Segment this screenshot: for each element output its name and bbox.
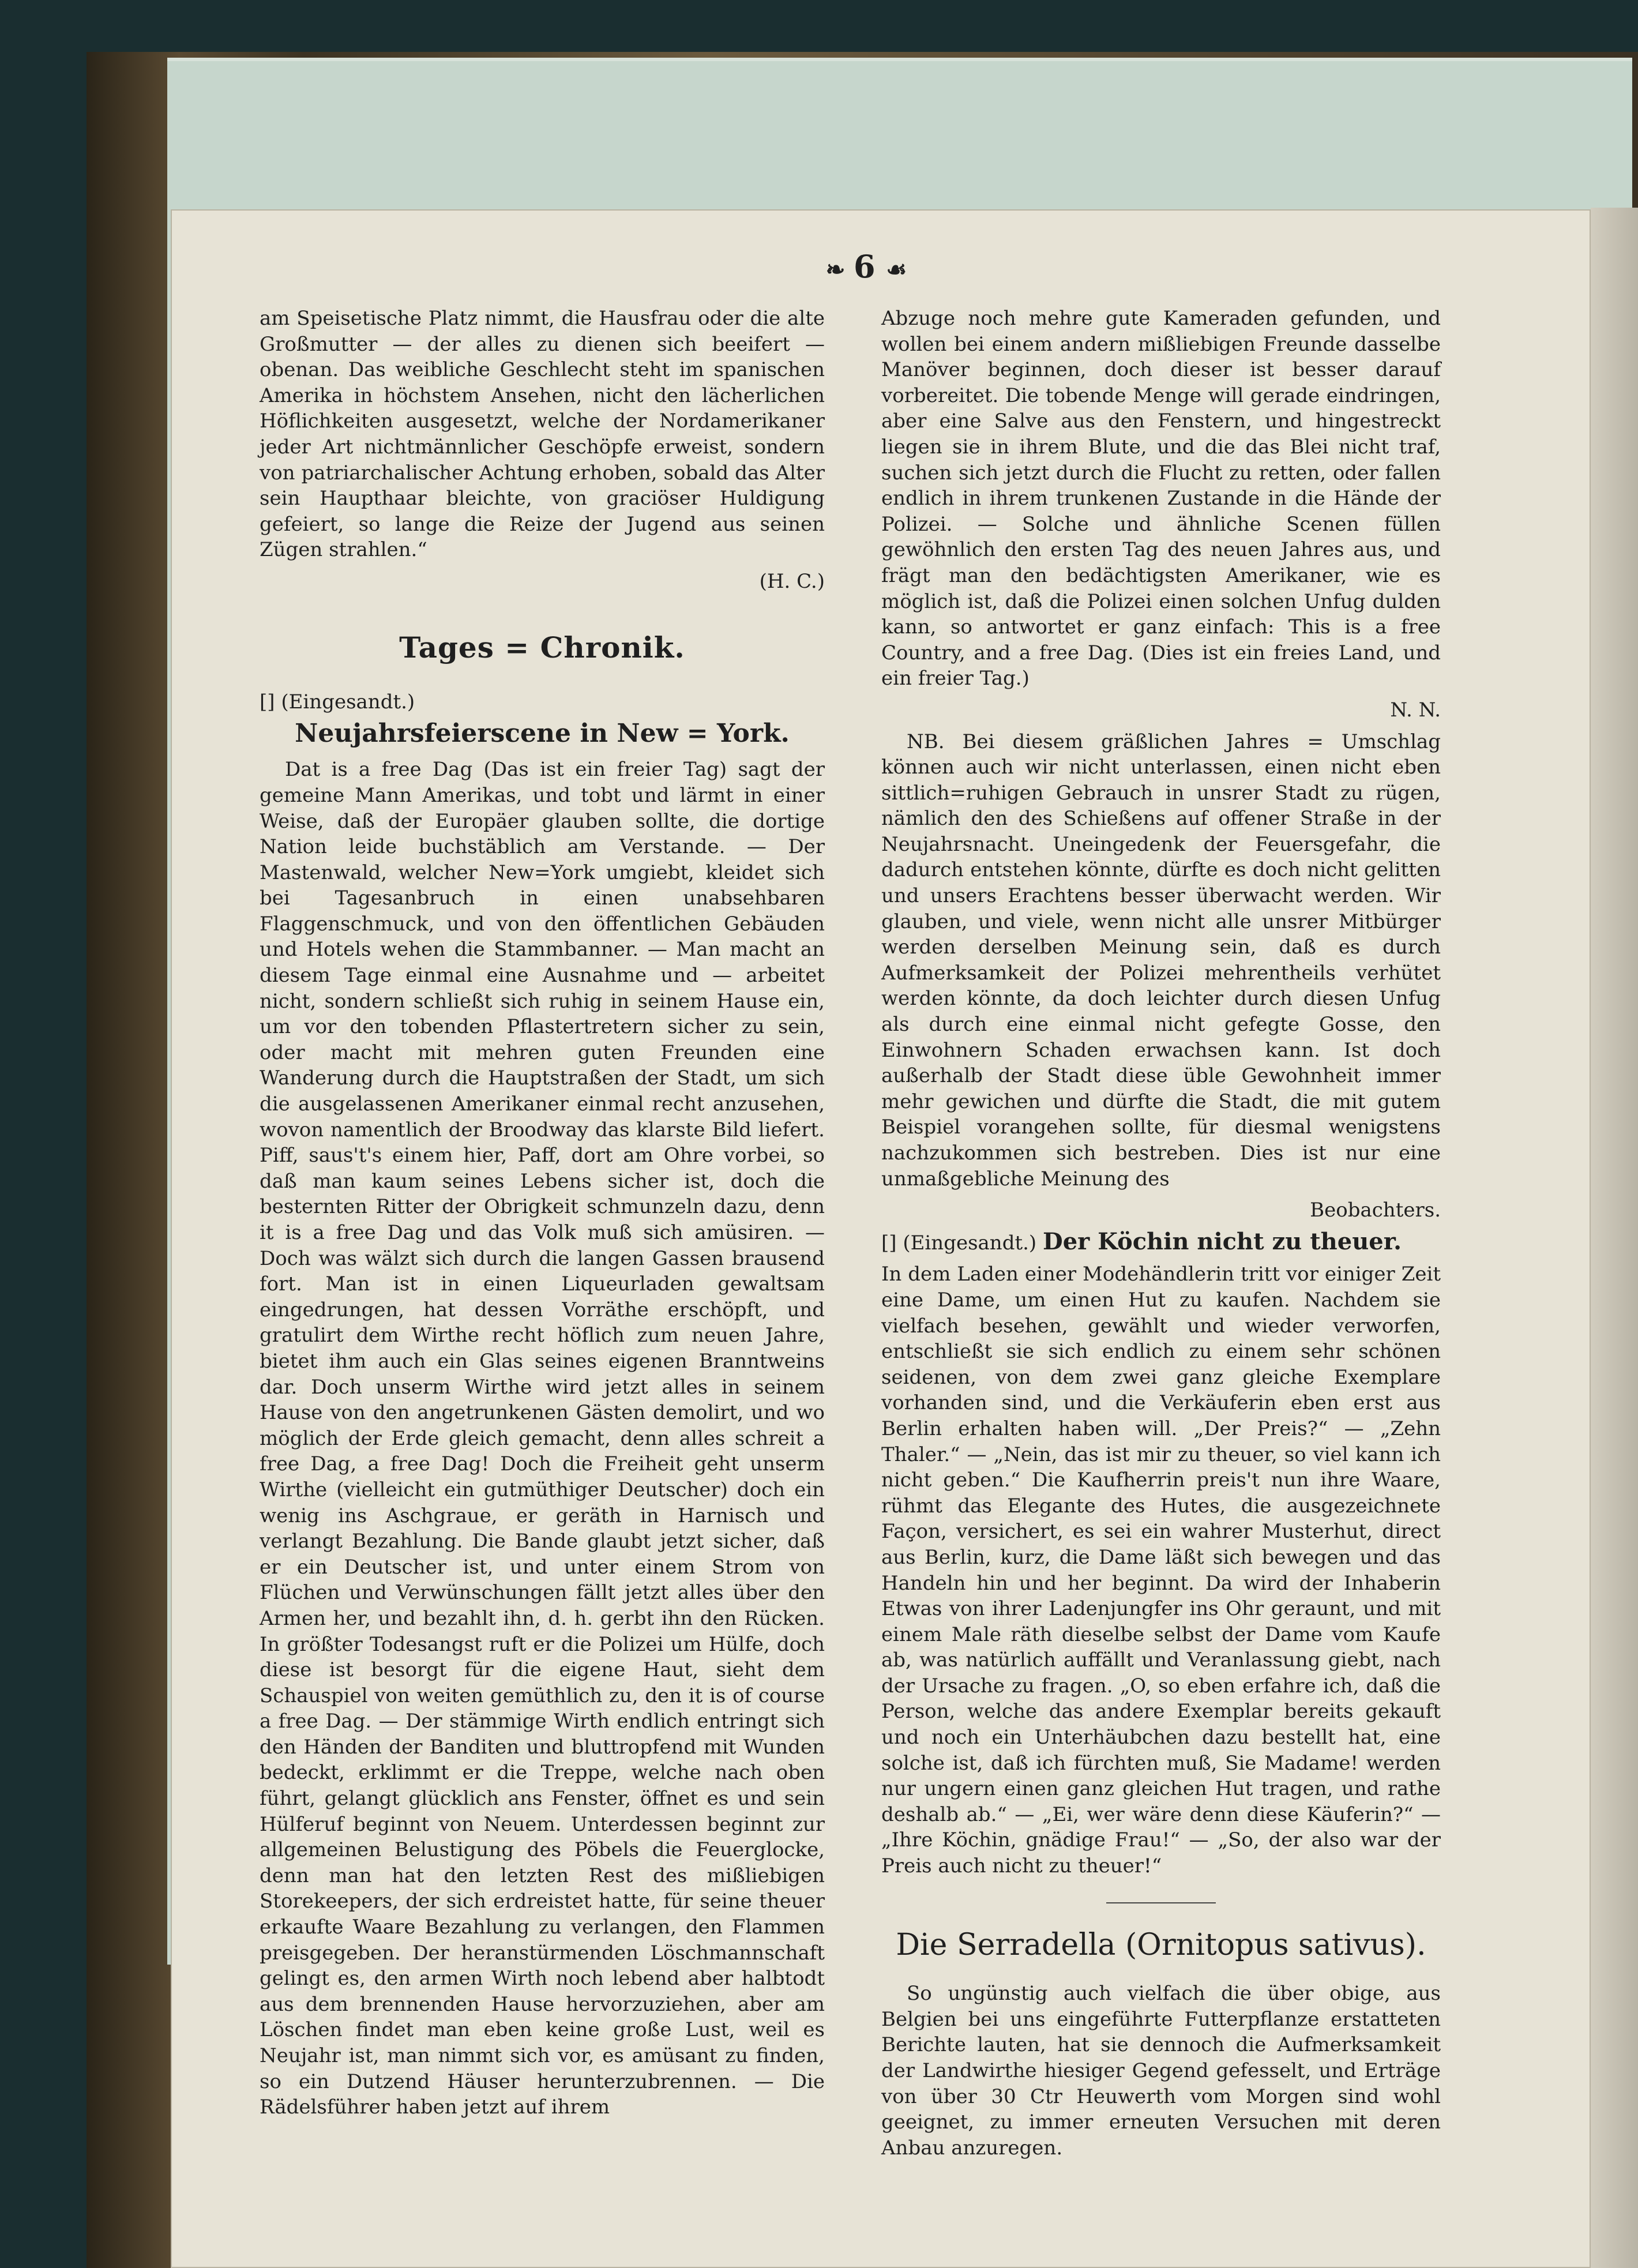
right-column: [881, 306, 1441, 2166]
serradella-body: So ungünstig auch vielfach die über obige, aus Belgien bei uns eingeführte Futterpflanze erstatteten Berichte lauten, hat sie dennoch die Aufmerksamkeit der Landwirthe hiesiger Gegend gefesselt, und Erträge von über 30 Ctr Heuwerth vom Morgen sind wohl geeignet, zu immer erneuten Versuchen mit deren Anbau anzuregen.: [881, 1982, 1441, 2160]
ornament-right-icon: ☙: [886, 256, 905, 283]
article-header: [881, 1229, 1441, 1256]
signature: (H. C.): [759, 569, 825, 593]
paragraph-continued: Abzuge noch mehre gute Kameraden gefunden, und wollen bei einem andern mißliebigen Freunde dasselbe Manöver beginnen, doch dieser ist besser darauf vorbereitet. Die tobende Menge will gerade eindringen, aber eine Salve aus den Fenstern, und hingestreckt liegen sie in ihrem Blute, und die das Blei nicht traf, suchen sich jetzt durch die Flucht zu retten, oder fallen endlich in ihrem trunkenen Zustande in die Hände der Polizei. — Solche und ähnliche Scenen füllen gewöhnlich den ersten Tag des neuen Jahres aus, und frägt man den bedächtigsten Amerikaner, wie es möglich ist, daß die Polizei einen solchen Unfug dulden kann, so antwortet er ganz einfach: This is a free Country, and a free Dag. (Dies ist ein freies Land, und ein freier Tag.): [881, 307, 1441, 690]
left-column: [260, 306, 825, 2126]
page-number: [779, 248, 952, 285]
article-body: In dem Laden einer Modehändlerin tritt vor einiger Zeit eine Dame, um einen Hut zu kaufen. Nachdem sie vielfach besehen, gewählt und wieder verworfen, entschließt sie sich endlich zu einem sehr schönen seidenen, von dem zwei ganz gleiche Exemplare vorhanden sind, und die Verkäuferin eben erst aus Berlin erhalten haben will. „Der Preis?“ — „Zehn Thaler.“ — „Nein, das ist mir zu theuer, so viel kann ich nicht geben.“ Die Kaufherrin preis't nun ihre Waare, rühmt das Elegante des Hutes, die ausgezeichnete Façon, versichert, es sei ein wahrer Musterhut, direct aus Berlin, kurz, die Dame läßt sich bewegen und das Handeln hin und her beginnt. Da wird der Inhaberin Etwas von ihrer Ladenjungfer ins Ohr geraunt, und mit einem Male räth dieselbe selbst der Dame vom Kaufe ab, was natürlich auffällt und Veranlassung giebt, nach der Ursache zu fragen. „O, so eben erfahre ich, daß die Person, welche das andere Exemplar bereits gekauft und noch ein Unterhäubchen dazu bestellt hat, eine solche ist, daß ich fürchten muß, Sie Madame! werden nur ungern einen ganz gleichen Hut tragen, und rathe deshalb ab.“ — „Ei, wer wäre denn diese Käuferin?“ — „Ihre Köchin, gnädige Frau!“ — „So, der also war der Preis auch nicht zu theuer!“: [881, 1263, 1441, 1878]
next-page-edge: [1591, 208, 1638, 2268]
article-source: [] (Eingesandt.): [881, 1231, 1037, 1255]
divider-rule: [1106, 1902, 1216, 1903]
article-title: Der Köchin nicht zu theuer.: [1043, 1227, 1402, 1255]
signature: Beobachters.: [1310, 1199, 1441, 1222]
article-body: Dat is a free Dag (Das ist ein freier Tag) sagt der gemeine Mann Amerikas, und tobt und lärmt in einer Weise, daß der Europäer glauben sollte, die dortige Nation leide buchstäblich am Verstande. — Der Mastenwald, welcher New=York umgiebt, kleidet sich bei Tagesanbruch in einen unabsehbaren Flaggenschmuck, und von den öffentlichen Gebäuden und Hotels wehen die Stammbanner. — Man macht an diesem Tage einmal eine Ausnahme und — arbeitet nicht, sondern schließt sich ruhig in seinem Hause ein, um vor den tobenden Pflastertretern sicher zu sein, oder macht mit mehren guten Freunden eine Wanderung durch die Hauptstraßen der Stadt, um sich die ausgelassenen Amerikaner einmal recht anzusehen, wovon namentlich der Broodway das klarste Bild liefert. Piff, saus't's einem hier, Paff, dort am Ohre vorbei, so daß man kaum seines Lebens sicher ist, doch die besternten Ritter der Obrigkeit schmunzeln dazu, denn it is a free Dag und das Volk muß sich amüsiren. — Doch was wälzt sich durch die langen Gassen brausend fort. Man ist in einen Liqueurladen gewaltsam eingedrungen, hat dessen Vorräthe erschöpft, und gratulirt dem Wirthe recht höflich zum neuen Jahre, bietet ihm auch ein Glas seines eigenen Branntweins dar. Doch unserm Wirthe wird jetzt alles in seinem Hause von den angetrunkenen Gästen demolirt, und wo möglich der Erde gleich gemacht, denn alles schreit a free Dag, a free Dag! Doch die Freiheit geht unserm Wirthe (vielleicht ein gutmüthiger Deutscher) doch ein wenig ins Aschgraue, er geräth in Harnisch und verlangt Bezahlung. Die Bande glaubt jetzt sicher, daß er ein Deutscher ist, und unter einem Strom von Flüchen und Verwünschungen fällt jetzt alles über den Armen her, und bezahlt ihn, d. h. gerbt ihn den Rücken. In größter Todesangst ruft er die Polizei um Hülfe, doch diese ist besorgt für die eigene Haut, sieht dem Schauspiel von weiten gemüthlich zu, den it is of course a free Dag. — Der stämmige Wirth endlich entringt sich den Händen der Banditen und bluttropfend mit Wunden bedeckt, erklimmt er die Treppe, welche nach oben führt, gelangt glücklich ans Fenster, öffnet es und sein Hülferuf beginnt von Neuem. Unterdessen beginnt zur allgemeinen Belustigung des Pöbels die Feuerglocke, denn man hat den letzten Rest des mißliebigen Storekeepers, der sich erdreistet hatte, für seine theuer erkaufte Waare Bezahlung zu verlangen, den Flammen preisgegeben. Der heranstürmenden Löschmannschaft gelingt es, den armen Wirth noch lebend aber halbtodt aus dem brennenden Hause hervorzuziehen, aber am Löschen findet man eben keine große Lust, weil es Neujahr ist, man nimmt sich vor, es amüsant zu finden, so ein Dutzend Häuser herunterzubrennen. — Die Rädelsführer haben jetzt auf ihrem: [260, 758, 825, 2119]
page-number-value: 6: [854, 248, 876, 285]
paragraph-continued: am Speisetische Platz nimmt, die Hausfrau oder die alte Großmutter — der alles zu dienen sich beeifert — obenan. Das weibliche Geschlecht steht im spanischen Amerika in höchstem Ansehen, nicht den lächerlichen Höflichkeiten ausgesetzt, welche der Nordamerikaner jeder Art nichtmännlicher Geschöpfe erweist, sondern von patriarchalischer Achtung erhoben, sobald das Alter sein Haupthaar bleichte, von graciöser Huldigung gefeiert, so lange die Reize der Jugend aus seinen Zügen strahlen.“: [260, 307, 825, 562]
section-title: Tages = Chronik.: [399, 630, 685, 664]
nb-paragraph: NB. Bei diesem gräßlichen Jahres = Umschlag können auch wir nicht unterlassen, einen nicht eben sittlich=ruhigen Gebrauch in unsrer Stadt zu rügen, nämlich den des Schießens auf offener Straße in der Neujahrsnacht. Uneingedenk der Feuersgefahr, die dadurch entstehen könnte, dürfte es doch nicht gelitten und unsers Erachtens besser überwacht werden. Wir glauben, und viele, wenn nicht alle unsrer Mitbürger werden derselben Meinung sein, daß es durch Aufmerksamkeit der Polizei mehrentheils verhütet werden könnte, da doch leichter durch diesen Unfug als durch eine einmal nicht gefegte Gosse, den Einwohnern Schaden erwachsen kann. Ist doch außerhalb der Stadt diese üble Gewohnheit immer mehr gewichen und dürfte die Stadt, die mit gutem Beispiel vorangehen sollte, für diesmal wenigstens nachzukommen sich bestreben. Dies ist nur eine unmaßgebliche Meinung des: [881, 730, 1441, 1191]
article-source: [] (Eingesandt.): [260, 690, 415, 714]
serradella-title: Die Serradella (Ornitopus sativus).: [896, 1927, 1426, 1962]
signature: N. N.: [1390, 698, 1441, 722]
ornament-left-icon: ❧: [825, 256, 843, 283]
article-title: Neujahrsfeierscene in New = York.: [295, 718, 790, 748]
